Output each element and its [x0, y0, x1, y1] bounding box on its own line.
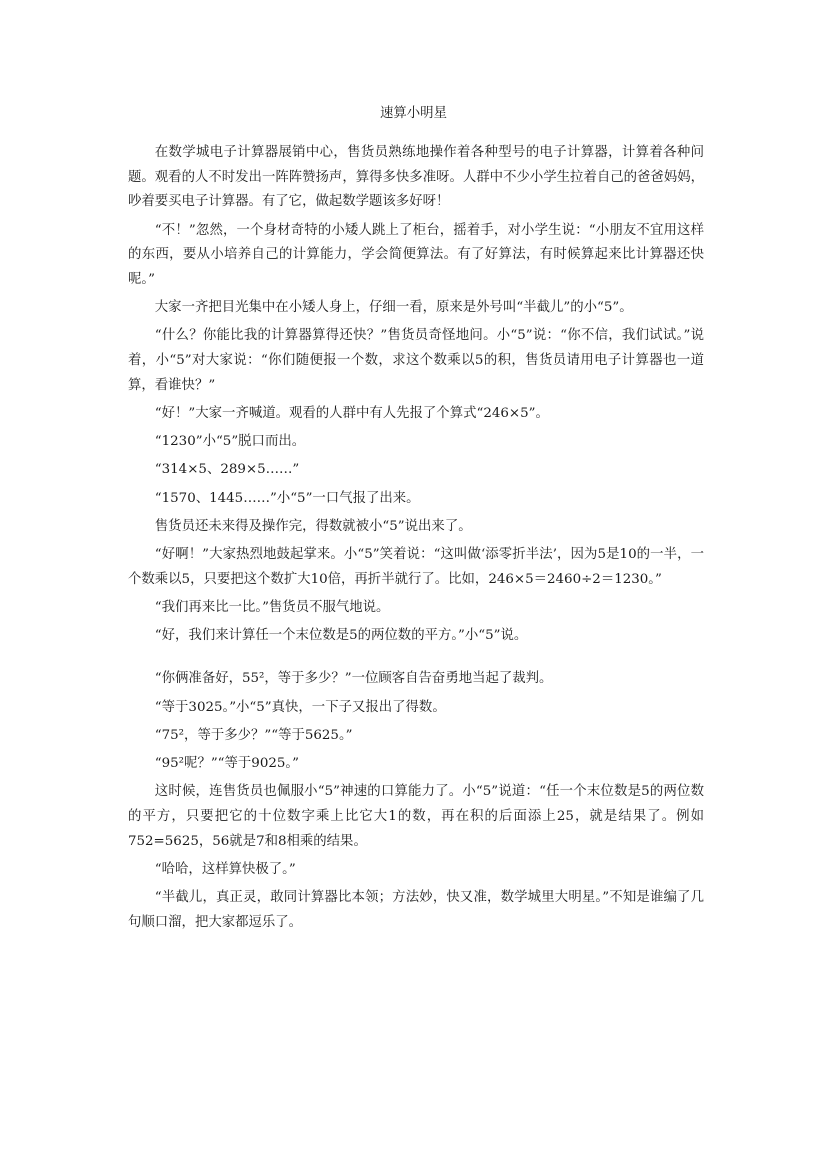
paragraph-4: “什么？你能比我的计算器算得还快？”售货员奇怪地问。小“5”说：“你不信，我们试试。”说着，小“5”对大家说：“你们随便报一个数，求这个数乘以5的积，售货员请用电子计算器也一道算，看谁快？”	[128, 328, 704, 393]
paragraph-7: “314×5、289×5……”	[154, 462, 300, 478]
paragraph-13: “你俩准备好，55²，等于多少？”一位顾客自告奋勇地当起了裁判。	[154, 671, 553, 687]
paragraph-10: “好啊！”大家热烈地鼓起掌来。小“5”笑着说：“这叫做‘添零折半法’，因为5是10的一半，一个数乘以5，只要把这个数扩大10倍，再折半就行了。比如，246×5＝2460÷2＝1230。”	[128, 547, 704, 587]
paragraph-17: 这时候，连售货员也佩服小“5”神速的口算能力了。小“5”说道：“任一个末位数是5的两位数的平方，只要把它的十位数字乘上比它大1的数，再在积的后面添上25，就是结果了。例如752=5625，56就是7和8相乘的结果。	[128, 784, 704, 849]
paragraph-18: “哈哈，这样算快极了。”	[154, 861, 296, 877]
document-title: 速算小明星	[380, 106, 447, 121]
paragraph-11: “我们再来比一比。”售货员不服气地说。	[154, 599, 390, 615]
paragraph-9: 售货员还未来得及操作完，得数就被小“5”说出来了。	[154, 518, 472, 534]
paragraph-12: “好，我们来计算任一个末位数是5的两位数的平方。”小“5”说。	[154, 628, 528, 644]
paragraph-8: “1570、1445……”小“5”一口气报了出来。	[154, 490, 420, 506]
paragraph-5: “好！”大家一齐喊道。观看的人群中有人先报了个算式“246×5”。	[154, 406, 549, 422]
paragraph-16: “95²呢？”“等于9025。”	[154, 755, 299, 771]
paragraph-15: “75²，等于多少？”“等于5625。”	[154, 727, 353, 743]
paragraph-6: “1230”小“5”脱口而出。	[154, 434, 306, 450]
paragraph-3: 大家一齐把目光集中在小矮人身上，仔细一看，原来是外号叫“半截儿”的小“5”。	[154, 300, 633, 316]
paragraph-gap	[128, 652, 704, 667]
paragraph-1: 在数学城电子计算器展销中心，售货员熟练地操作着各种型号的电子计算器，计算着各种问题。观看的人不时发出一阵阵赞扬声，算得多快多准呀。人群中不少小学生拉着自己的爸爸妈妈，吵着要买电子计算器。有了它，做起数学题该多好呀！	[128, 145, 704, 210]
document-body	[128, 141, 704, 939]
paragraph-2: “不！”忽然，一个身材奇特的小矮人跳上了柜台，摇着手，对小学生说：“小朋友不宜用这样的东西，要从小培养自己的计算能力，学会简便算法。有了好算法，有时候算起来比计算器还快呢。”	[128, 222, 704, 288]
paragraph-14: “等于3025。”小“5”真快，一下子又报出了得数。	[154, 699, 446, 715]
paragraph-19: “半截儿，真正灵，敢同计算器比本领；方法妙，快又准，数学城里大明星。”不知是谁编了几句顺口溜，把大家都逗乐了。	[128, 889, 704, 930]
